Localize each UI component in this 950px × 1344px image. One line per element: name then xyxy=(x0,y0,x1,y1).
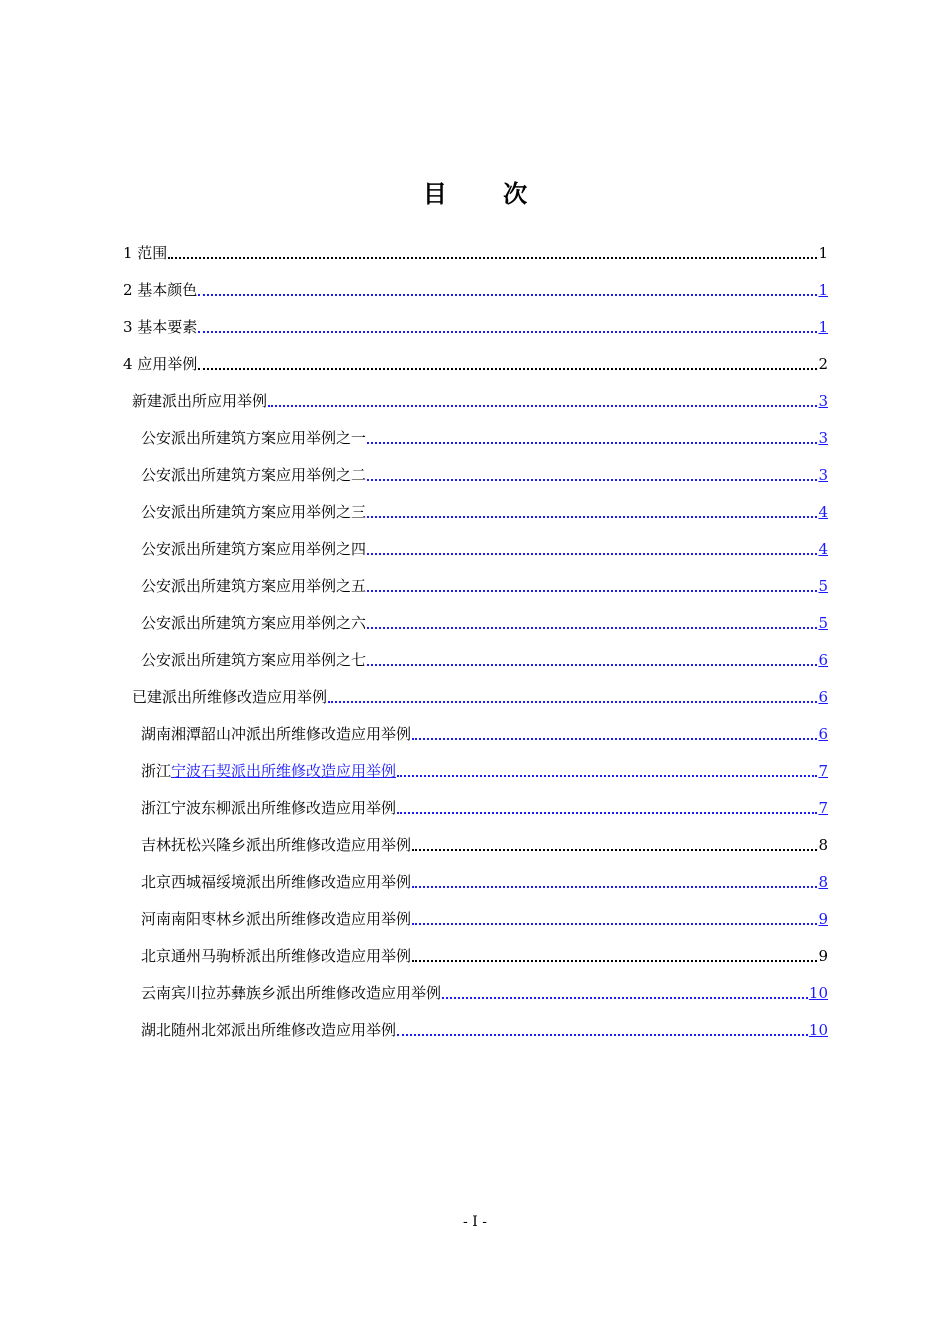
toc-entry-page[interactable]: 10 xyxy=(808,984,828,1002)
toc-entry[interactable] xyxy=(123,522,828,559)
toc-entry-label xyxy=(123,243,167,263)
toc-entry-page[interactable]: 8 xyxy=(818,836,828,854)
toc-entry-label-text: 浙江 xyxy=(141,762,172,780)
toc-entry-label xyxy=(141,650,366,670)
toc-entry[interactable] xyxy=(123,670,828,707)
toc-entry-page[interactable]: 9 xyxy=(818,947,828,965)
toc-entry-label-text: 新建派出所应用举例 xyxy=(132,392,268,410)
toc-entry-label-text: 浙江宁波东柳派出所维修改造应用举例 xyxy=(141,799,397,817)
toc-entry-label-text: 已建派出所维修改造应用举例 xyxy=(132,688,328,706)
toc-entry-label xyxy=(141,761,396,781)
toc-entry-page[interactable]: 9 xyxy=(818,910,828,928)
toc-entry[interactable] xyxy=(123,744,828,781)
toc-entry-label xyxy=(123,354,197,374)
toc-entry[interactable] xyxy=(123,263,828,300)
toc-entry-label xyxy=(141,428,366,448)
toc-dot-leader xyxy=(397,775,817,777)
toc-entry-page[interactable]: 2 xyxy=(818,355,828,373)
toc-entry-label xyxy=(141,983,441,1003)
toc-entry-label-text: 北京通州马驹桥派出所维修改造应用举例 xyxy=(141,947,412,965)
toc-entry-page[interactable]: 4 xyxy=(818,540,828,558)
toc-entry-label xyxy=(141,872,411,892)
toc-entry-label xyxy=(141,835,411,855)
toc-dot-leader xyxy=(198,331,817,333)
toc-entry-label xyxy=(141,502,366,522)
toc-entry-page[interactable]: 10 xyxy=(808,1021,828,1039)
toc-entry[interactable] xyxy=(123,226,828,263)
page-number: - I - xyxy=(463,1214,487,1230)
toc-entry-label-text: 3 基本要素 xyxy=(123,318,198,336)
toc-entry-label xyxy=(123,280,197,300)
toc-entry-page[interactable]: 6 xyxy=(818,725,828,743)
toc-entry-page[interactable]: 1 xyxy=(818,318,828,336)
toc-dot-leader xyxy=(168,257,817,259)
toc-entry-page[interactable]: 5 xyxy=(818,577,828,595)
toc-entry-label-text: 湖北随州北郊派出所维修改造应用举例 xyxy=(141,1021,397,1039)
toc-dot-leader xyxy=(367,516,817,518)
toc-entry[interactable] xyxy=(123,781,828,818)
toc-entry-label-text: 公安派出所建筑方案应用举例之一 xyxy=(141,429,367,447)
toc-entry-label xyxy=(123,317,197,337)
toc-dot-leader xyxy=(198,294,817,296)
toc-dot-leader xyxy=(328,701,817,703)
toc-dot-leader xyxy=(198,368,817,370)
toc-dot-leader xyxy=(367,553,817,555)
toc-dot-leader xyxy=(268,405,817,407)
toc-dot-leader xyxy=(397,812,817,814)
toc-entry-label-text: 公安派出所建筑方案应用举例之六 xyxy=(141,614,367,632)
toc-dot-leader xyxy=(412,886,817,888)
toc-entry-label xyxy=(141,909,411,929)
toc-entry-label xyxy=(141,465,366,485)
toc-entry-label-text: 公安派出所建筑方案应用举例之三 xyxy=(141,503,367,521)
toc-entry[interactable] xyxy=(123,448,828,485)
toc-entry[interactable] xyxy=(123,596,828,633)
toc-dot-leader xyxy=(412,923,817,925)
toc-entry-label-text: 公安派出所建筑方案应用举例之五 xyxy=(141,577,367,595)
toc-entry-page[interactable]: 6 xyxy=(818,688,828,706)
page-title: 目 次 xyxy=(422,180,552,208)
toc-entry[interactable] xyxy=(123,892,828,929)
toc-dot-leader xyxy=(367,479,817,481)
toc-entry-label xyxy=(141,724,411,744)
toc-dot-leader xyxy=(397,1034,808,1036)
toc-entry-label xyxy=(141,539,366,559)
toc-entry-label-text: 4 应用举例 xyxy=(123,355,198,373)
toc-entry[interactable] xyxy=(123,818,828,855)
toc-entry[interactable] xyxy=(123,337,828,374)
toc-entry-label xyxy=(132,391,267,411)
toc-entry-label xyxy=(141,1020,396,1040)
toc-entry-label-text: 湖南湘潭韶山冲派出所维修改造应用举例 xyxy=(141,725,412,743)
toc-entry-label xyxy=(141,613,366,633)
toc-entry-page[interactable]: 5 xyxy=(818,614,828,632)
toc-entry-page[interactable]: 7 xyxy=(818,762,828,780)
toc-dot-leader xyxy=(367,627,817,629)
toc-dot-leader xyxy=(367,590,817,592)
toc-entry[interactable] xyxy=(123,855,828,892)
toc-entry[interactable] xyxy=(123,1003,828,1040)
toc-dot-leader xyxy=(367,664,817,666)
toc-entry-label-text: 1 范围 xyxy=(123,244,168,262)
toc-entry-label-text: 北京西城福绥境派出所维修改造应用举例 xyxy=(141,873,412,891)
toc-entry-label xyxy=(141,946,411,966)
toc-entry-label-text: 2 基本颜色 xyxy=(123,281,198,299)
toc-entry-label xyxy=(141,576,366,596)
toc-entry-page[interactable]: 3 xyxy=(818,466,828,484)
toc-entry-label-text: 云南宾川拉苏彝族乡派出所维修改造应用举例 xyxy=(141,984,442,1002)
toc-entry-label xyxy=(132,687,327,707)
toc-entry-label-text: 河南南阳枣林乡派出所维修改造应用举例 xyxy=(141,910,412,928)
toc-entry-label-text: 吉林抚松兴隆乡派出所维修改造应用举例 xyxy=(141,836,412,854)
toc-entry-page[interactable]: 4 xyxy=(818,503,828,521)
toc-dot-leader xyxy=(412,849,817,851)
toc-dot-leader xyxy=(412,960,817,962)
toc-entry-label-text: 公安派出所建筑方案应用举例之四 xyxy=(141,540,367,558)
toc-entry-page[interactable]: 7 xyxy=(818,799,828,817)
toc-entry[interactable] xyxy=(123,966,828,1003)
toc-entry[interactable] xyxy=(123,411,828,448)
toc-entry-label-text: 公安派出所建筑方案应用举例之七 xyxy=(141,651,367,669)
toc-entry-label xyxy=(141,798,396,818)
toc-entry-page[interactable]: 6 xyxy=(818,651,828,669)
toc-entry[interactable] xyxy=(123,559,828,596)
toc-entry-label-link[interactable]: 宁波石契派出所维修改造应用举例 xyxy=(171,762,397,780)
toc-entry-page[interactable]: 1 xyxy=(818,281,828,299)
toc-dot-leader xyxy=(367,442,817,444)
toc-entry-page[interactable]: 3 xyxy=(818,392,828,410)
toc-entry[interactable] xyxy=(123,707,828,744)
toc-entry[interactable] xyxy=(123,374,828,411)
toc-entry[interactable] xyxy=(123,485,828,522)
table-of-contents xyxy=(123,226,828,1040)
toc-entry-page[interactable]: 8 xyxy=(818,873,828,891)
toc-dot-leader xyxy=(442,997,808,999)
toc-entry[interactable] xyxy=(123,300,828,337)
toc-entry[interactable] xyxy=(123,929,828,966)
toc-dot-leader xyxy=(412,738,817,740)
toc-entry-page[interactable]: 1 xyxy=(818,244,828,262)
toc-entry-page[interactable]: 3 xyxy=(818,429,828,447)
toc-entry-label-text: 公安派出所建筑方案应用举例之二 xyxy=(141,466,367,484)
toc-entry[interactable] xyxy=(123,633,828,670)
